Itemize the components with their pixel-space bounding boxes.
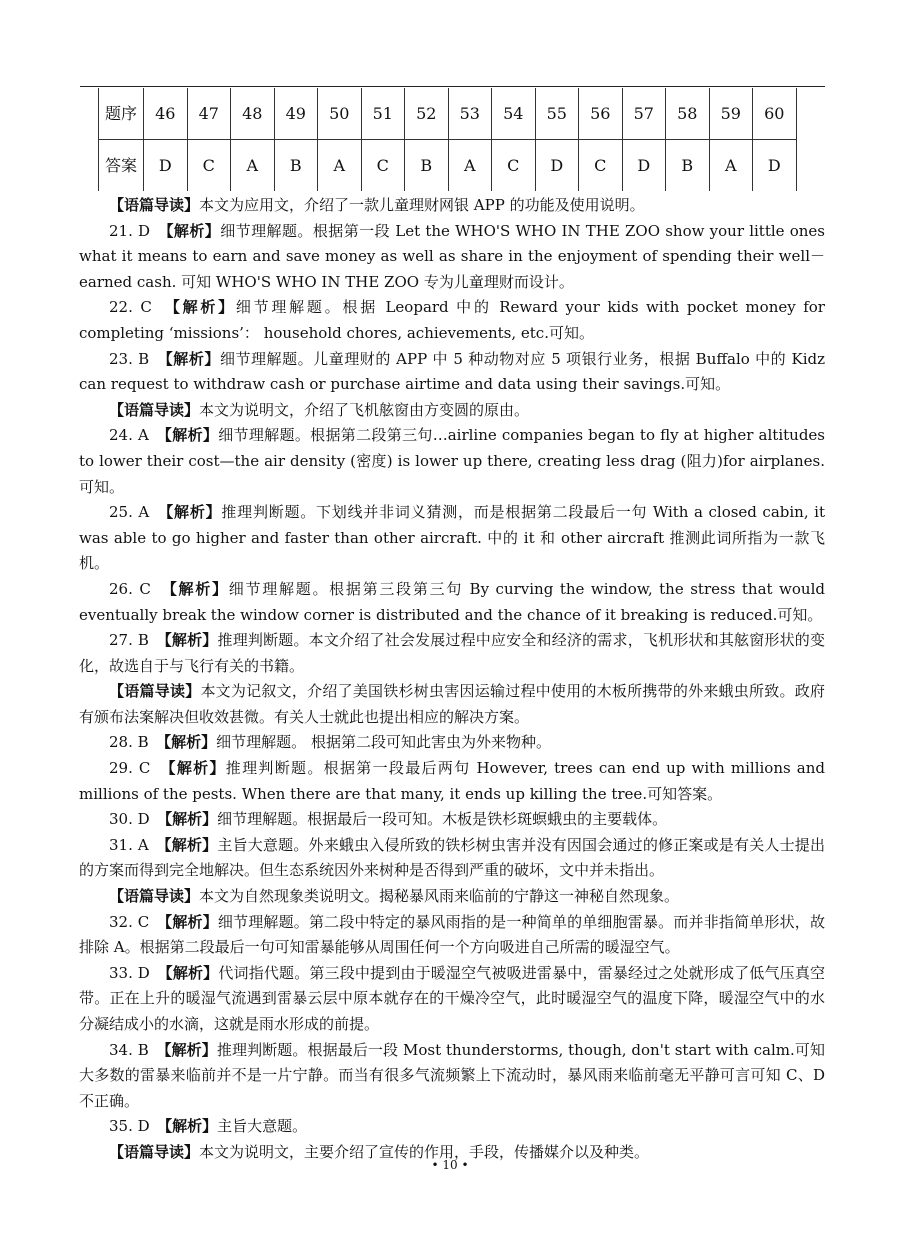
explanation-text: 推理判断题。下划线并非词义猜测，而是根据第二段最后一句 With a closed cabin, it was able to go higher and faster than other aircraft. 中的 it 和 other aircraft 推测此词所指为一款飞机。 [79, 503, 825, 573]
question-number: 51 [361, 88, 405, 140]
explanation-item [79, 961, 825, 1038]
answer-letter: C [579, 140, 623, 192]
item-number: 31. A [109, 835, 165, 854]
answer-letter: B [666, 140, 710, 192]
explanation-item [79, 628, 825, 679]
answer-letter: D [144, 140, 188, 192]
explanation-label: 【解析】 [169, 579, 229, 598]
explanation-label: 【解析】 [163, 1040, 217, 1059]
guide-label: 【语篇导读】 [109, 682, 201, 701]
guide-label: 【语篇导读】 [109, 1142, 200, 1161]
item-number: 35. D [109, 1117, 165, 1136]
guide-label: 【语篇导读】 [109, 400, 200, 419]
answer-letter: B [405, 140, 449, 192]
explanation-text: 细节理解题。根据第一段 Let the WHO'S WHO IN THE ZOO show your little ones what it means to earn and save money as well as share in the enjoyment of spending their well－earned cash. 可知 WHO'S WHO IN THE ZOO 专为儿童理财而设计。 [79, 221, 825, 291]
question-number: 48 [231, 88, 275, 140]
explanation-item [79, 577, 825, 628]
guide-text: 本文为说明文，介绍了飞机舷窗由方变圆的原由。 [199, 400, 530, 419]
answer-letter: A [318, 140, 362, 192]
explanation-text: 主旨大意题。 [217, 1117, 308, 1136]
explanation-label: 【解析】 [164, 1117, 218, 1136]
answer-explanations [79, 193, 825, 1166]
item-number: 28. B [109, 733, 164, 752]
question-number: 58 [666, 88, 710, 140]
explanation-text: 细节理解题。根据 Leopard 中的 Reward your kids with pocket money for completing ‘missions’： household chores, achievements, etc.可知。 [79, 298, 825, 342]
item-number: 32. C [109, 912, 165, 931]
explanation-text: 细节理解题。第二段中特定的暴风雨指的是一种简单的单细胞雷暴。而并非指简单形状，故排除 A。根据第二段最后一句可知雷暴能够从周围任何一个方向吸进自己所需的暖湿空气。 [79, 912, 825, 957]
explanation-item [79, 833, 825, 884]
question-number: 53 [448, 88, 492, 140]
explanation-label: 【解析】 [165, 503, 222, 522]
explanation-text: 细节理解题。儿童理财的 APP 中 5 种动物对应 5 项银行业务，根据 Buffalo 中的 Kidz can request to withdraw cash or purchase airtime and data using their savings.可知。 [79, 349, 825, 394]
explanation-item [79, 347, 825, 398]
explanation-item [79, 1038, 825, 1115]
explanation-label: 【解析】 [164, 912, 218, 931]
guide-text: 本文为应用文，介绍了一款儿童理财网银 APP 的功能及使用说明。 [199, 196, 645, 214]
item-number: 24. A [109, 426, 165, 445]
guide-text: 本文为说明文，主要介绍了宣传的作用，手段，传播媒介以及种类。 [199, 1142, 650, 1161]
explanation-item [79, 1114, 825, 1140]
explanation-text: 细节理解题。 根据第二段可知此害虫为外来物种。 [216, 733, 551, 752]
answer-letter: C [492, 140, 536, 192]
explanation-label: 【解析】 [165, 349, 220, 368]
answer-table [98, 88, 797, 191]
question-number: 57 [622, 88, 666, 140]
explanation-item [79, 756, 825, 807]
answer-letter: C [361, 140, 405, 192]
item-number: 23. B [109, 349, 166, 368]
question-number: 60 [753, 88, 797, 140]
explanation-item [79, 500, 825, 577]
question-number: 55 [535, 88, 579, 140]
answer-row [99, 140, 797, 192]
explanation-label: 【解析】 [164, 835, 218, 854]
row-header-number: 题序 [99, 88, 144, 140]
question-number: 47 [187, 88, 231, 140]
answer-letter: B [274, 140, 318, 192]
explanation-label: 【解析】 [168, 759, 226, 778]
question-number: 54 [492, 88, 536, 140]
item-number: 26. C [109, 579, 170, 598]
guide-text: 本文为记叙文，介绍了美国铁杉树虫害因运输过程中使用的木板所携带的外来蛾虫所致。政府有颁布法案解决但收效甚微。有关人士就此也提出相应的解决方案。 [79, 682, 825, 726]
explanation-text: 推理判断题。本文介绍了社会发展过程中应安全和经济的需求，飞机形状和其舷窗形状的变化，故选自于与飞行有关的书籍。 [79, 631, 825, 675]
explanation-item [79, 295, 825, 346]
explanation-item [79, 910, 825, 961]
question-number: 52 [405, 88, 449, 140]
number-row [99, 88, 797, 140]
explanation-label: 【解析】 [163, 733, 217, 752]
item-number: 29. C [109, 759, 169, 778]
explanation-label: 【解析】 [164, 426, 219, 445]
answer-letter: C [187, 140, 231, 192]
guide-label: 【语篇导读】 [109, 196, 200, 214]
answer-letter: A [448, 140, 492, 192]
explanation-label: 【解析】 [165, 221, 221, 240]
question-number: 46 [144, 88, 188, 140]
passage-guide [79, 679, 825, 730]
guide-text: 本文为自然现象类说明文。揭秘暴风雨来临前的宁静这一神秘自然现象。 [199, 887, 680, 906]
item-number: 25. A [109, 503, 166, 522]
answer-letter: D [622, 140, 666, 192]
explanation-label: 【解析】 [165, 963, 219, 982]
explanation-item [79, 730, 825, 756]
answer-letter: A [709, 140, 753, 192]
explanation-text: 代词指代题。第三段中提到由于暖湿空气被吸进雷暴中，雷暴经过之处就形成了低气压真空带。正在上升的暖湿气流遇到雷暴云层中原本就存在的干燥冷空气，此时暖湿空气的温度下降，暖湿空气中的水分凝结成小的水滴，这就是雨水形成的前提。 [79, 963, 825, 1033]
explanation-item [79, 219, 825, 296]
row-header-answer: 答案 [99, 140, 144, 192]
explanation-text: 细节理解题。根据最后一段可知。木板是铁杉斑螟蛾虫的主要载体。 [217, 810, 668, 829]
question-number: 59 [709, 88, 753, 140]
explanation-label: 【解析】 [164, 810, 218, 829]
explanation-text: 推理判断题。根据第一段最后两句 However, trees can end up with millions and millions of the pests. When there are that many, it ends up killing the tree.可知答案。 [79, 759, 825, 803]
explanation-label: 【解析】 [164, 631, 218, 650]
answer-letter: A [231, 140, 275, 192]
question-number: 50 [318, 88, 362, 140]
item-number: 21. D [109, 221, 166, 240]
page-number: • 10 • [431, 1158, 469, 1172]
item-number: 34. B [109, 1040, 164, 1059]
explanation-text: 细节理解题。根据第三段第三句 By curving the window, the stress that would eventually break the window corner is distributed and the chance of it breaking is reduced.可知。 [79, 579, 825, 624]
item-number: 27. B [109, 631, 165, 650]
answer-letter: D [753, 140, 797, 192]
item-number: 33. D [109, 963, 166, 982]
guide-label: 【语篇导读】 [109, 887, 200, 906]
explanation-text: 推理判断题。根据最后一段 Most thunderstorms, though, don't start with calm.可知大多数的雷暴来临前并不是一片宁静。而当有很多气流频繁上下流动时，暴风雨来临前毫无平静可言可知 C、D 不正确。 [79, 1040, 825, 1110]
item-number: 22. C [109, 298, 173, 317]
question-number: 56 [579, 88, 623, 140]
question-number: 49 [274, 88, 318, 140]
explanation-text: 细节理解题。根据第二段第三句…airline companies began to fly at higher altitudes to lower their cost—the air density (密度) is lower up there, creating less drag (阻力)for airplanes.可知。 [79, 426, 825, 496]
explanation-label: 【解析】 [172, 298, 236, 317]
passage-guide [79, 193, 825, 219]
explanation-text: 主旨大意题。外来蛾虫入侵所致的铁杉树虫害并没有因国会通过的修正案或是有关人士提出的方案而得到完全地解决。但生态系统因外来树种是否得到严重的破坏，文中并未指出。 [79, 835, 825, 880]
item-number: 30. D [109, 810, 165, 829]
explanation-item [79, 423, 825, 500]
passage-guide [79, 884, 825, 910]
passage-guide [79, 398, 825, 424]
top-rule [80, 86, 825, 87]
answer-letter: D [535, 140, 579, 192]
explanation-item [79, 807, 825, 833]
